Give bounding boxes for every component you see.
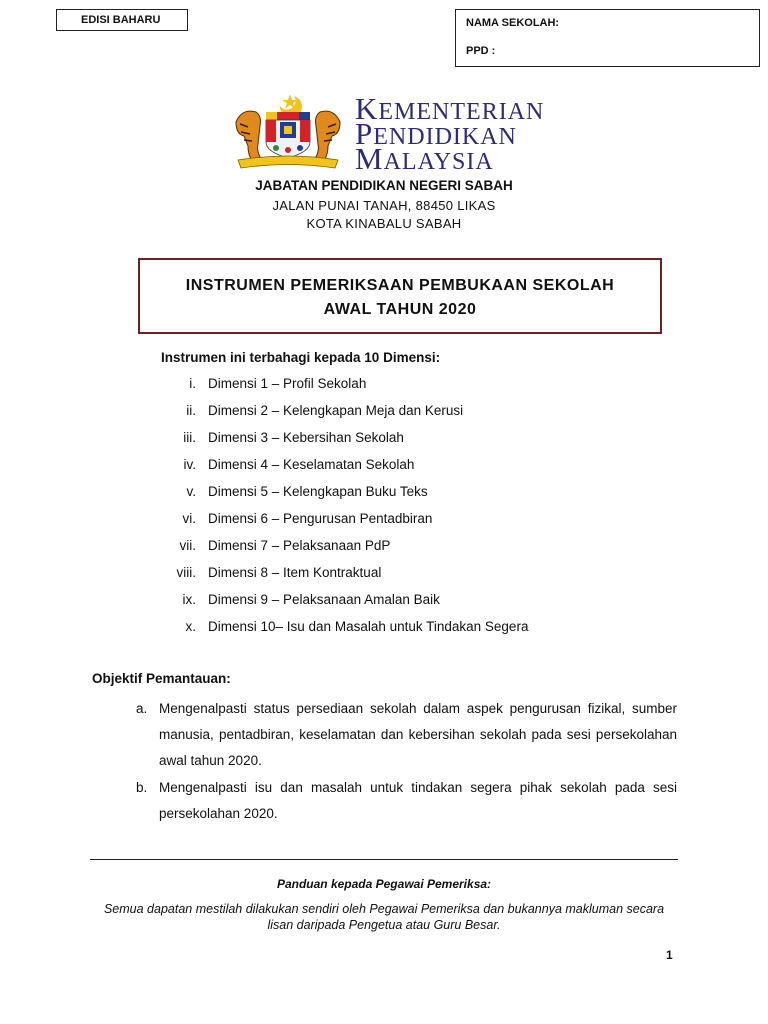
- document-title-line-2: AWAL TAHUN 2020: [323, 301, 477, 318]
- page-number: 1: [666, 948, 673, 962]
- list-item-number: ii.: [186, 403, 196, 418]
- list-item: [150, 374, 650, 401]
- objective-letter: b.: [136, 780, 148, 795]
- dimensions-list: [150, 374, 650, 644]
- document-title-box: [138, 258, 662, 334]
- list-item-label: Dimensi 10– Isu dan Masalah untuk Tindakan Segera: [208, 619, 529, 634]
- list-item-label: Dimensi 3 – Kebersihan Sekolah: [208, 430, 404, 445]
- list-item-number: x.: [185, 619, 196, 634]
- list-item-number: iii.: [183, 430, 196, 445]
- objective-text: Mengenalpasti status persediaan sekolah dalam aspek pengurusan fizikal, sumber manusia, pentadbiran, keselamatan dan kebersihan sekolah pada sesi persekolahan awal tahun 2020.: [159, 701, 677, 768]
- list-item-number: viii.: [176, 565, 196, 580]
- list-item: [150, 401, 650, 428]
- list-item-number: vi.: [182, 511, 196, 526]
- dimensions-intro: Instrumen ini terbahagi kepada 10 Dimensi:: [161, 350, 441, 365]
- ministry-name-line-3: MALAYSIA: [355, 141, 494, 176]
- coat-of-arms-logo: [228, 92, 348, 172]
- document-title-line-1: INSTRUMEN PEMERIKSAAN PEMBUKAAN SEKOLAH: [185, 277, 615, 294]
- list-item-label: Dimensi 6 – Pengurusan Pentadbiran: [208, 511, 433, 526]
- objective-text: Mengenalpasti isu dan masalah untuk tindakan segera pihak sekolah pada sesi persekolahan 2020.: [159, 780, 677, 821]
- list-item-label: Dimensi 4 – Keselamatan Sekolah: [208, 457, 415, 472]
- list-item-label: Dimensi 9 – Pelaksanaan Amalan Baik: [208, 592, 440, 607]
- list-item-label: Dimensi 1 – Profil Sekolah: [208, 376, 367, 391]
- footer-divider: [90, 859, 678, 860]
- objectives-title: Objektif Pemantauan:: [92, 671, 231, 686]
- list-item: [150, 563, 650, 590]
- ministry-name-line-1: KEMENTERIAN: [355, 91, 545, 126]
- list-item: [150, 590, 650, 617]
- guide-title: Panduan kepada Pegawai Pemeriksa:: [276, 877, 492, 891]
- ministry-name-line-2: PENDIDIKAN: [355, 116, 517, 151]
- list-item-number: i.: [189, 376, 196, 391]
- department-name: JABATAN PENDIDIKAN NEGERI SABAH: [255, 178, 513, 193]
- list-item-number: v.: [186, 484, 196, 499]
- list-item: [150, 455, 650, 482]
- list-item-label: Dimensi 7 – Pelaksanaan PdP: [208, 538, 391, 553]
- list-item: [150, 428, 650, 455]
- list-item-number: vii.: [179, 538, 196, 553]
- list-item-number: iv.: [183, 457, 196, 472]
- address-line-1: JALAN PUNAI TANAH, 88450 LIKAS: [272, 198, 496, 213]
- list-item: [150, 509, 650, 536]
- list-item: [150, 482, 650, 509]
- objective-item: [136, 696, 677, 774]
- list-item-label: Dimensi 2 – Kelengkapan Meja dan Kerusi: [208, 403, 464, 418]
- list-item-number: ix.: [182, 592, 196, 607]
- list-item-label: Dimensi 8 – Item Kontraktual: [208, 565, 382, 580]
- objective-letter: a.: [136, 701, 148, 716]
- ppd-label: PPD :: [466, 45, 496, 57]
- list-item-label: Dimensi 5 – Kelengkapan Buku Teks: [208, 484, 428, 499]
- objective-item: [136, 775, 677, 827]
- guide-text: Semua dapatan mestilah dilakukan sendiri oleh Pegawai Pemeriksa dan bukannya makluman secara lisan daripada Pengetua atau Guru Besar.: [103, 902, 665, 932]
- school-info-box: [455, 9, 760, 67]
- school-name-label: NAMA SEKOLAH:: [466, 17, 560, 29]
- edition-badge: EDISI BAHARU: [56, 9, 188, 31]
- address-line-2: KOTA KINABALU SABAH: [306, 216, 462, 231]
- list-item: [150, 617, 650, 644]
- list-item: [150, 536, 650, 563]
